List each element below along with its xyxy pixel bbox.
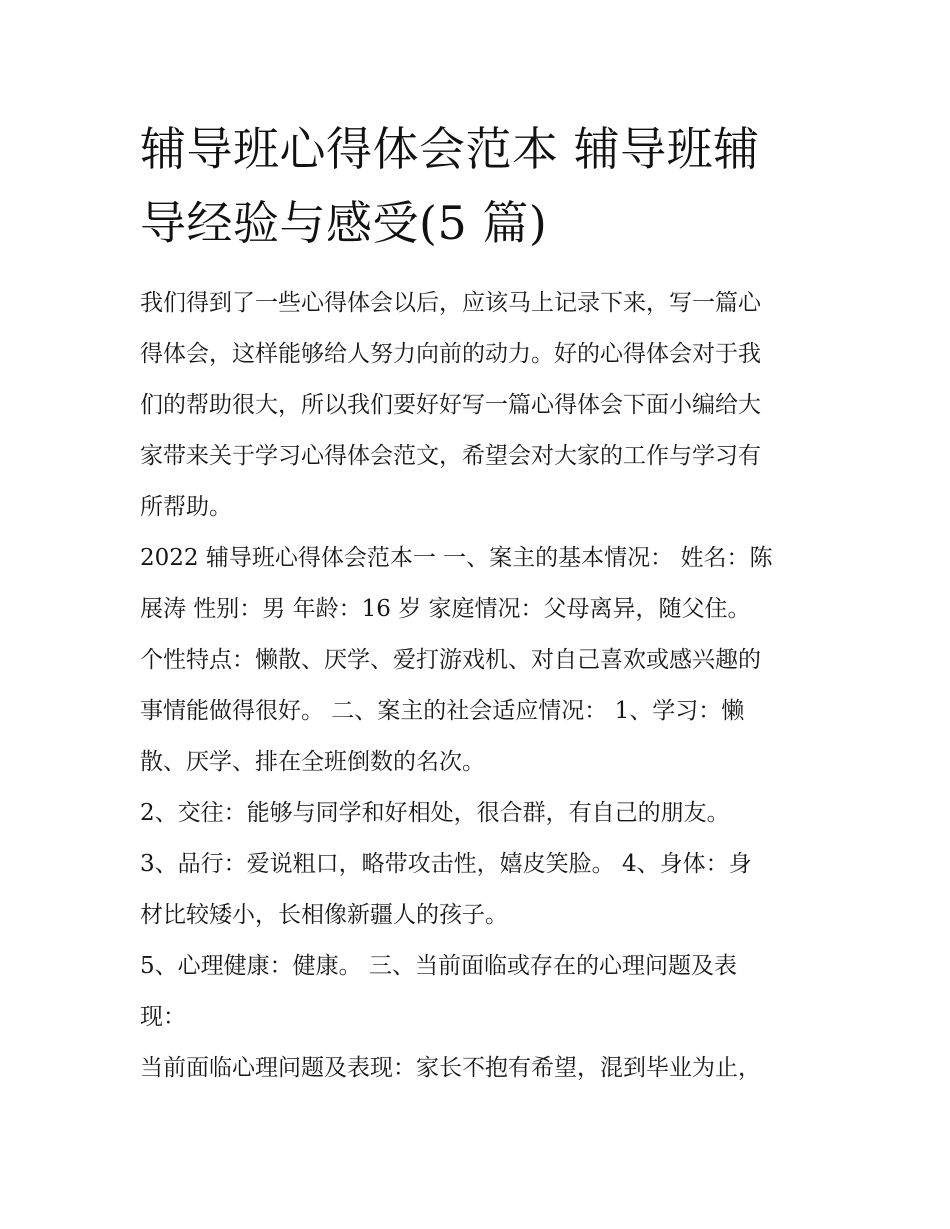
document-title [140, 112, 820, 260]
body-line: 2、交往：能够与同学和好相处，很合群，有自己的朋友。 [140, 800, 730, 826]
title-line: 导经验与感受(5 篇) [140, 196, 548, 250]
body-line: 个性特点：懒散、厌学、爱打游戏机、对自己喜欢或感兴趣的 [140, 647, 761, 673]
body-line: 展涛 性别：男 年龄：16 岁 家庭情况：父母离异，随父住。 [140, 596, 751, 622]
body-line: 们的帮助很大，所以我们要好好写一篇心得体会下面小编给大 [140, 392, 761, 418]
body-line: 我们得到了一些心得体会以后，应该马上记录下来，写一篇心 [140, 290, 761, 316]
body-line: 材比较矮小，长相像新疆人的孩子。 [140, 902, 508, 928]
body-line: 2022 辅导班心得体会范本一 一、案主的基本情况： 姓名：陈 [140, 545, 773, 571]
document-content [140, 112, 820, 1094]
body-line: 当前面临心理问题及表现：家长不抱有希望，混到毕业为止， [140, 1055, 761, 1081]
document-body [140, 278, 820, 1094]
body-line: 3、品行：爱说粗口，略带攻击性，嬉皮笑脸。 4、身体：身 [140, 851, 752, 877]
body-line: 散、厌学、排在全班倒数的名次。 [140, 749, 485, 775]
body-line: 现： [140, 1004, 186, 1030]
body-line: 5、心理健康：健康。 三、当前面临或存在的心理问题及表 [140, 953, 737, 979]
body-line: 所帮助。 [140, 494, 232, 520]
title-line: 辅导班心得体会范本 辅导班辅 [140, 122, 760, 176]
body-line: 事情能做得很好。 二、案主的社会适应情况： 1、学习：懒 [140, 698, 745, 724]
body-line: 得体会，这样能够给人努力向前的动力。好的心得体会对于我 [140, 341, 761, 367]
body-line: 家带来关于学习心得体会范文，希望会对大家的工作与学习有 [140, 443, 761, 469]
